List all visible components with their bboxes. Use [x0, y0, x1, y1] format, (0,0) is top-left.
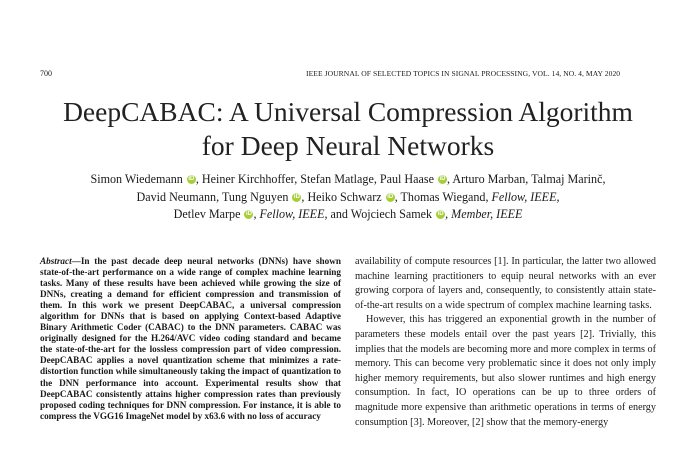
- orcid-icon[interactable]: iD: [188, 176, 195, 182]
- author-name: David Neumann: [136, 189, 217, 204]
- author-line-3: Detlev Marpe iD , Fellow, IEEE, and Wojciech Samek iD , Member, IEEE: [173, 207, 523, 221]
- paper-title: [0, 95, 696, 163]
- title-line-2: for Deep Neural Networks: [201, 130, 495, 161]
- page-number: 700: [40, 69, 52, 78]
- orcid-icon[interactable]: iD: [293, 193, 300, 200]
- author-name: Thomas Wiegand: [400, 189, 486, 204]
- author-name: Heiner Kirchhoffer: [201, 172, 295, 186]
- abstract: [40, 256, 341, 422]
- orcid-icon[interactable]: iD: [439, 176, 446, 182]
- author-name: Arturo Marban: [452, 172, 526, 186]
- author-name: Simon Wiedemann: [90, 172, 183, 186]
- author-name: Paul Haase: [379, 172, 434, 186]
- author-name: Stefan Matlage: [300, 172, 374, 186]
- abstract-label: Abstract—: [40, 256, 81, 266]
- author-name: Heiko Schwarz: [307, 189, 382, 204]
- abstract-text: In the past decade deep neural networks (DNNs) have shown state-of-the-art performance on a wide range of complex machine learning tasks. Many of these results have been achieved while growing the size of DNNs, creating a demand for efficient compression and transmission of them. In this work we present DeepCABAC, a universal compression algorithm for DNNs that is based on applying Context-based Adaptive Binary Arithmetic Coder (CABAC) to the DNN parameters. CABAC was originally designed for the H.264/AVC video coding standard and became the state-of-the-art for the lossless compression part of video compression. DeepCABAC applies a novel quantization scheme that minimizes a rate-distortion function while simultaneously taking the impact of quantization to the DNN performance into account. Experimental results show that DeepCABAC consistently attains higher compression rates than previously proposed coding techniques for DNN compression. For instance, it is able to compress the VGG16 ImageNet model by x63.6 with no loss of accuracy: [40, 256, 341, 421]
- journal-header: IEEE JOURNAL OF SELECTED TOPICS IN SIGNAL PROCESSING, VOL. 14, NO. 4, MAY 2020: [306, 69, 621, 78]
- author-name: Tung Nguyen: [221, 189, 289, 204]
- author-role: Fellow, IEEE,: [491, 189, 560, 204]
- author-line-2: David Neumann, Tung Nguyen iD , Heiko Schwarz iD , Thomas Wiegand, Fellow, IEEE,: [136, 189, 560, 204]
- orcid-icon[interactable]: iD: [437, 211, 444, 217]
- orcid-icon[interactable]: iD: [387, 193, 394, 200]
- body-paragraph: However, this has triggered an exponential growth in the number of parameters these models entail over the past years [2]. Trivially, this implies that the models are becoming more and more complex in terms of memory. This can become very problematic since it does not only imply higher memory requirements, but also slower runtimes and high energy consumption. In fact, IO operations can be up to three orders of magnitude more expensive than arithmetic operations in terms of energy consumption [3]. Moreover, [2] show that the memory-energy: [355, 314, 657, 428]
- author-name: Detlev Marpe: [173, 207, 241, 221]
- author-list: [0, 171, 696, 224]
- author-role: Member, IEEE: [451, 207, 523, 221]
- author-line-1: Simon Wiedemann iD , Heiner Kirchhoffer, Stefan Matlage, Paul Haase iD , Arturo Marban, Talmaj Marinč,: [90, 172, 606, 186]
- author-name: and Wojciech Samek: [330, 207, 433, 221]
- body-column: [355, 255, 656, 430]
- author-name: Talmaj Marinč: [531, 172, 603, 186]
- orcid-icon[interactable]: iD: [245, 211, 252, 217]
- author-role: Fellow, IEEE,: [259, 207, 328, 221]
- title-line-1: DeepCABAC: A Universal Compression Algorithm: [63, 96, 633, 127]
- body-paragraph: availability of compute resources [1]. In particular, the latter two allowed machine learning practitioners to equip neural networks with an ever growing corpora of layers and, consequently, to consistently attain state-of-the-art results on a wide spectrum of complex machine learning tasks.: [355, 256, 656, 311]
